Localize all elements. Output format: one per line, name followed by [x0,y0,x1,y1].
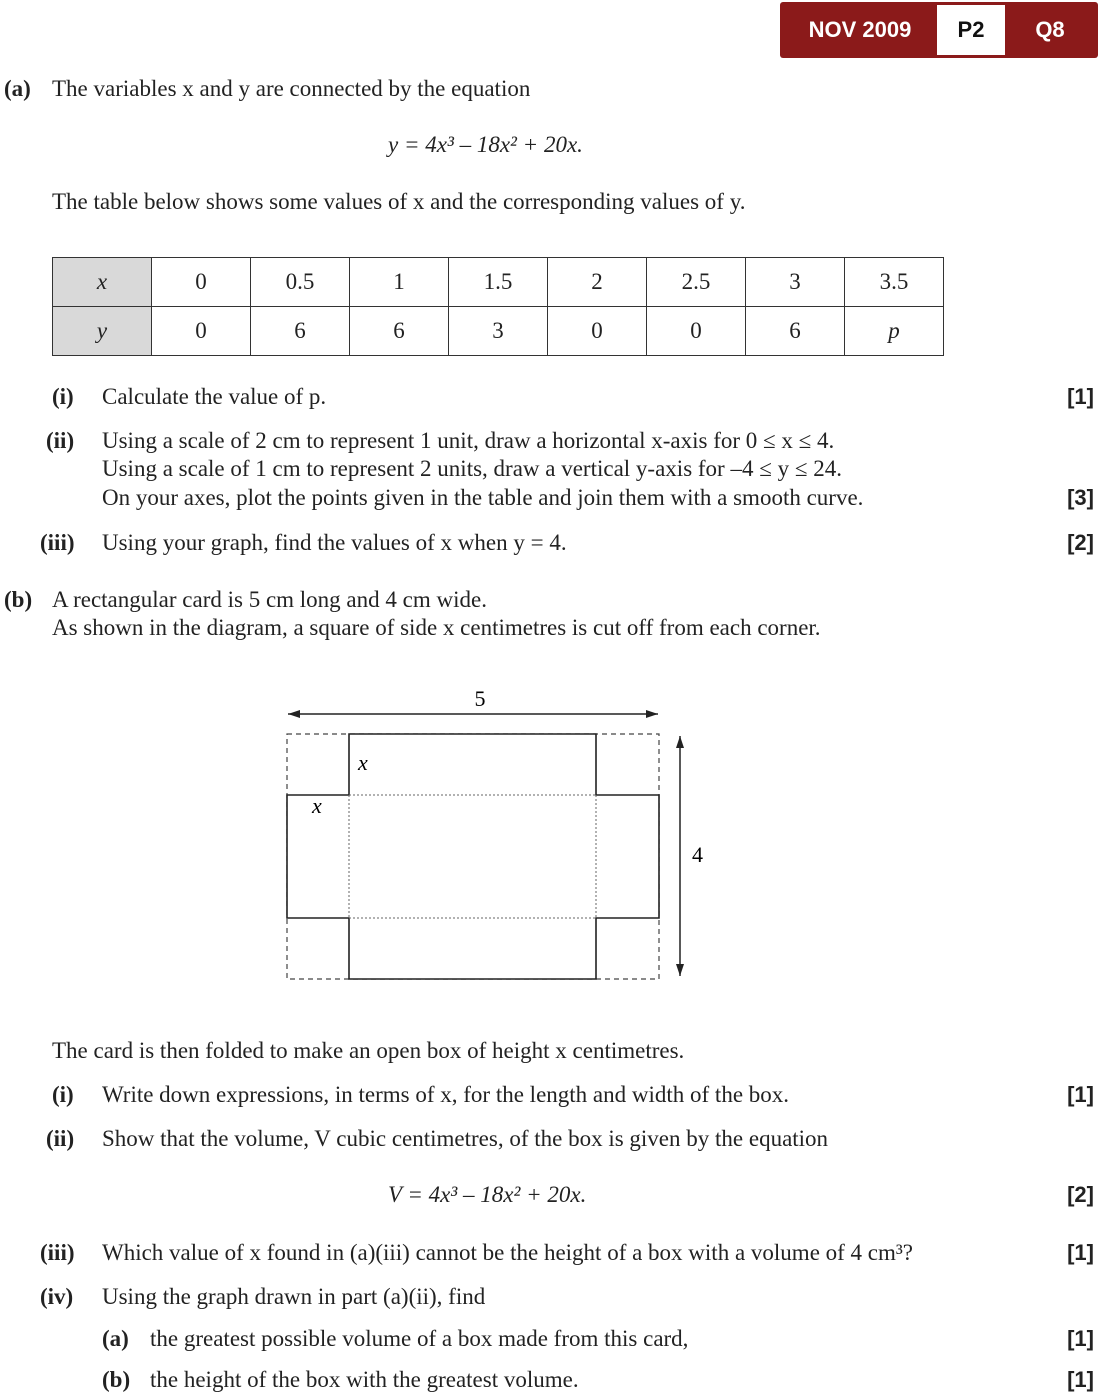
q-a-i-text: Calculate the value of p. [102,384,327,409]
card-diagram [270,680,710,990]
corner-label-top: x [358,750,368,775]
q-b-iv-b-marks: [1] [1067,1367,1094,1392]
table-header-y: y [53,307,152,356]
q-b-iii-text: Which value of x found in (a)(iii) cannot be the height of a box with a volume of 4 cm³? [102,1240,914,1265]
part-b-label: (b) [4,587,33,612]
q-b-ii-num: (ii) [46,1126,75,1151]
table-cell: 0.5 [251,258,350,307]
table-cell: 0 [647,307,746,356]
corner-label-left: x [312,793,322,818]
part-a-intro: The variables x and y are connected by the equation [52,76,531,101]
part-a-equation: y = 4x³ – 18x² + 20x. [388,132,583,157]
q-b-ii-text: Show that the volume, V cubic centimetres, of the box is given by the equation [102,1126,829,1151]
table-cell: 2.5 [647,258,746,307]
q-b-i-marks: [1] [1067,1082,1094,1107]
table-cell: 1 [350,258,449,307]
q-a-i-num: (i) [52,384,74,409]
table-cell: 0 [548,307,647,356]
question-label: Q8 [1035,17,1065,42]
table-cell: 2 [548,258,647,307]
length-label: 5 [474,686,486,711]
q-a-iii-marks: [2] [1067,530,1094,555]
q-a-ii-line1: Using a scale of 2 cm to represent 1 unit, draw a horizontal x-axis for 0 ≤ x ≤ 4. [102,428,835,453]
q-a-ii-marks: [3] [1067,485,1094,510]
q-b-ii-marks: [2] [1067,1182,1094,1207]
table-cell: 3 [449,307,548,356]
table-row-x [53,258,944,307]
width-arrowhead-top [676,736,684,748]
table-cell: 1.5 [449,258,548,307]
q-a-iii-num: (iii) [40,530,75,555]
q-b-iv-a-text: the greatest possible volume of a box made from this card, [150,1326,689,1351]
length-arrowhead-right [646,710,658,718]
table-cell: 3 [746,258,845,307]
q-b-i-text: Write down expressions, in terms of x, for the length and width of the box. [102,1082,790,1107]
width-label: 4 [692,842,703,867]
table-cell: 0 [152,307,251,356]
table-cell: 6 [251,307,350,356]
table-cell: p [845,307,944,356]
fold-text: The card is then folded to make an open box of height x centimetres. [52,1038,685,1063]
values-table [52,257,944,356]
q-b-iv-b-text: the height of the box with the greatest volume. [150,1367,579,1392]
q-b-iv-a-num: (a) [102,1326,129,1351]
table-row-y [53,307,944,356]
question-badge [780,2,1098,58]
q-b-iv-a-marks: [1] [1067,1326,1094,1351]
q-b-iv-num: (iv) [40,1284,74,1309]
q-b-iv-text: Using the graph drawn in part (a)(ii), find [102,1284,486,1309]
table-header-x: x [53,258,152,307]
q-a-iii-text: Using your graph, find the values of x when y = 4. [102,530,567,555]
part-b-intro-1: A rectangular card is 5 cm long and 4 cm wide. [52,587,487,612]
q-a-ii-line2: Using a scale of 1 cm to represent 2 units, draw a vertical y-axis for –4 ≤ y ≤ 24. [102,456,842,481]
length-arrowhead-left [288,710,300,718]
q-b-iv-b-num: (b) [102,1367,131,1392]
part-b-intro-2: As shown in the diagram, a square of side x centimetres is cut off from each corner. [52,615,821,640]
table-cell: 3.5 [845,258,944,307]
q-a-i-marks: [1] [1067,384,1094,409]
q-b-ii-equation: V = 4x³ – 18x² + 20x. [388,1182,587,1207]
net-outline [287,734,659,979]
table-intro: The table below shows some values of x and the corresponding values of y. [52,189,746,214]
session-label: NOV 2009 [808,17,912,42]
table-cell: 6 [350,307,449,356]
q-b-iii-marks: [1] [1067,1240,1094,1265]
q-a-ii-line3: On your axes, plot the points given in the table and join them with a smooth curve. [102,485,864,510]
part-a-label: (a) [4,76,31,101]
table-cell: 0 [152,258,251,307]
q-b-i-num: (i) [52,1082,74,1107]
paper-label: P2 [937,5,1005,55]
q-a-ii-num: (ii) [46,428,75,453]
q-b-iii-num: (iii) [40,1240,75,1265]
table-cell: 6 [746,307,845,356]
width-arrowhead-bottom [676,964,684,976]
